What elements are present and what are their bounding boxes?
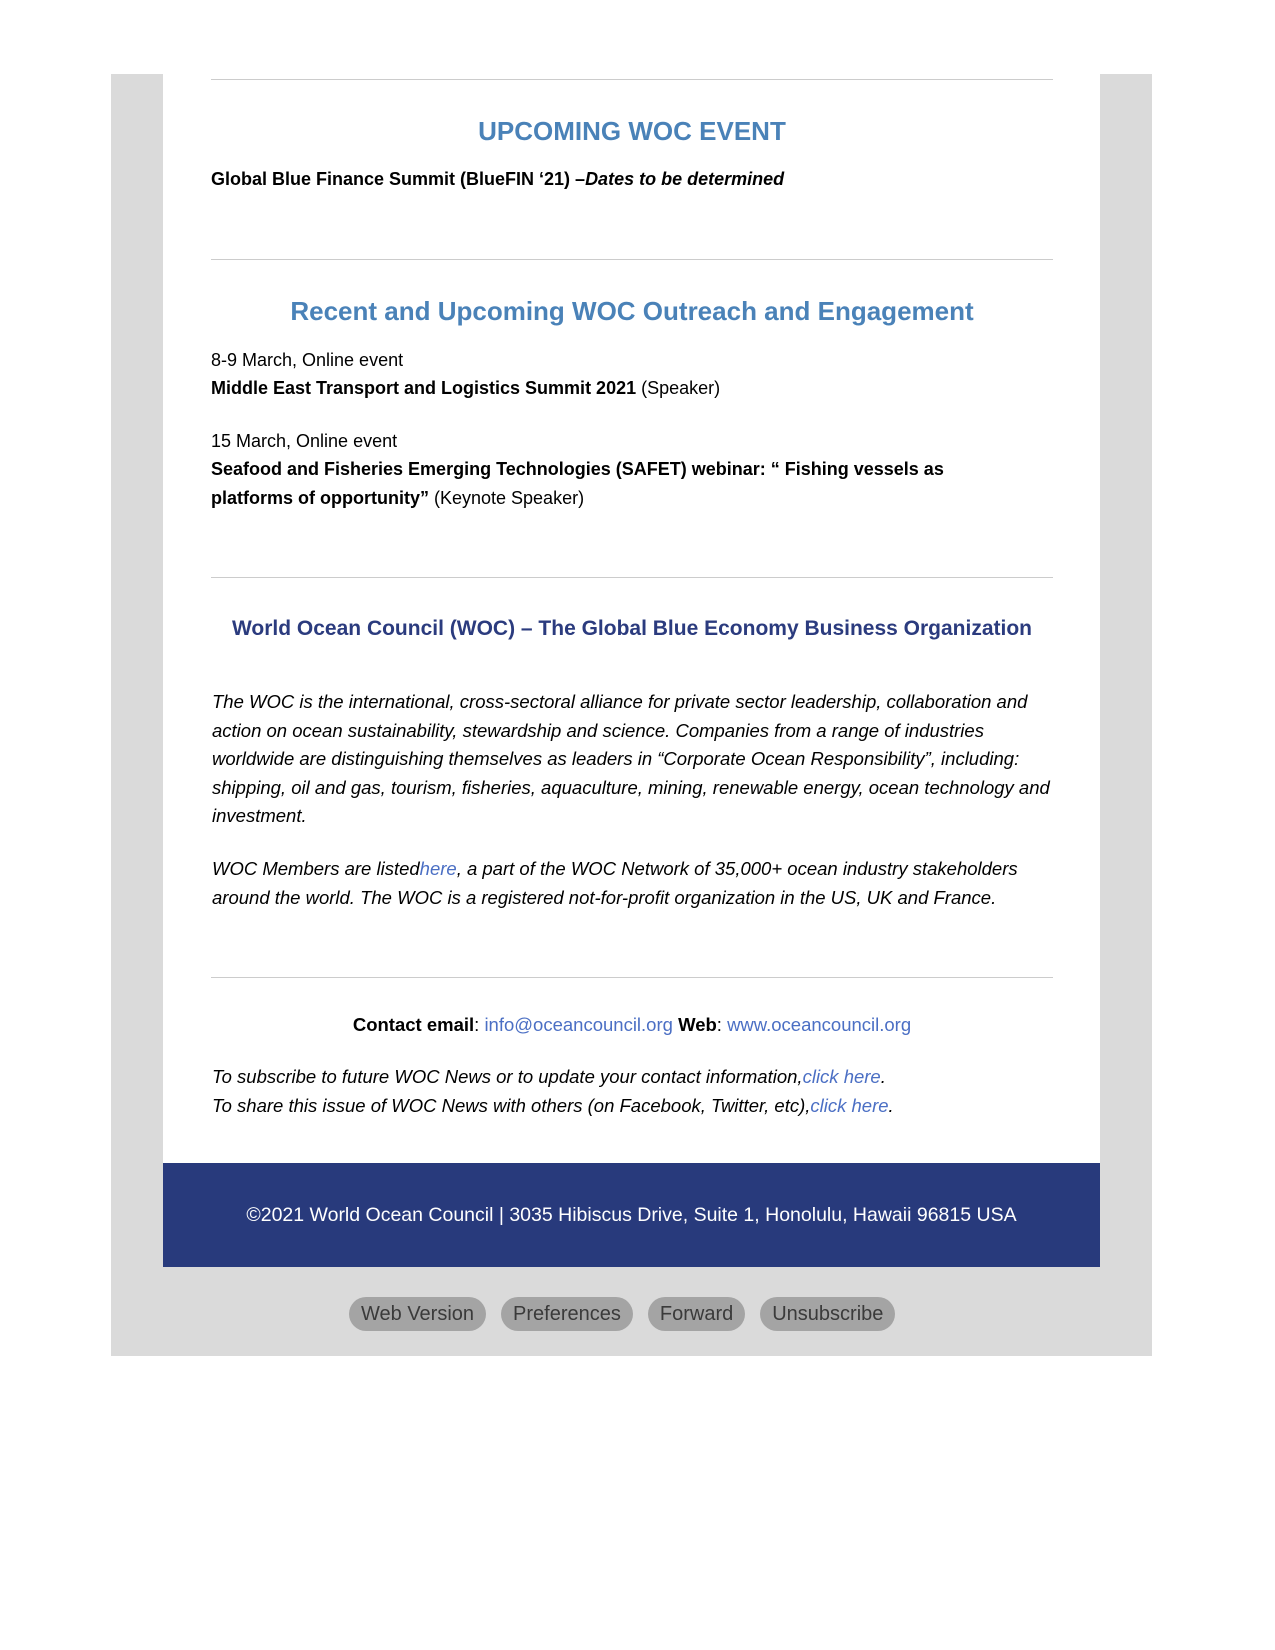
- share-line: [212, 1095, 894, 1117]
- subscribe-text: To subscribe to future WOC News or to update your contact information,: [212, 1066, 803, 1087]
- members-here-link[interactable]: here: [419, 858, 457, 879]
- contact-web-link[interactable]: www.oceancouncil.org: [727, 1014, 912, 1035]
- contact-email-label: Contact email: [352, 1014, 475, 1035]
- outreach-event-1-role: (Speaker): [636, 378, 721, 398]
- divider: [211, 577, 1053, 578]
- unsubscribe-button[interactable]: Unsubscribe: [760, 1297, 895, 1331]
- divider: [211, 977, 1053, 978]
- members-prefix: WOC Members are listed: [212, 858, 420, 879]
- forward-button[interactable]: Forward: [648, 1297, 745, 1331]
- outreach-event-1-title: Middle East Transport and Logistics Summit 2021: [211, 378, 637, 398]
- outreach-event-2-title: Seafood and Fisheries Emerging Technologies (SAFET) webinar: “ Fishing vessels as: [211, 459, 944, 479]
- footer-bar: [163, 1163, 1100, 1267]
- contact-line: Contact email: info@oceancouncil.org Web: www.oceancouncil.org: [352, 1014, 912, 1035]
- share-period: .: [888, 1095, 894, 1116]
- preferences-button[interactable]: Preferences: [501, 1297, 633, 1331]
- about-woc-title: World Ocean Council (WOC) – The Global Blue Economy Business Organization: [231, 617, 1033, 640]
- upcoming-event-heading: UPCOMING WOC EVENT: [478, 116, 786, 146]
- outreach-event-2-title-end: platforms of opportunity”: [211, 488, 429, 508]
- outreach-event-2-role: (Keynote Speaker): [428, 488, 585, 508]
- footer-address: ©2021 World Ocean Council | 3035 Hibiscus Drive, Suite 1, Honolulu, Hawaii 96815 USA: [246, 1203, 1017, 1226]
- email-actions: [349, 1297, 895, 1331]
- outreach-heading: Recent and Upcoming WOC Outreach and Engagement: [290, 296, 974, 326]
- divider: [211, 79, 1053, 80]
- contact-email-link[interactable]: info@oceancouncil.org: [484, 1014, 673, 1035]
- outreach-event-2-title-line2: [211, 488, 584, 509]
- upcoming-event-line: [211, 169, 784, 190]
- divider: [211, 259, 1053, 260]
- outreach-event-1-title-line: [211, 378, 720, 399]
- subscribe-line: [212, 1066, 886, 1088]
- web-version-button[interactable]: Web Version: [349, 1297, 486, 1331]
- outreach-event-1-date: 8-9 March, Online event: [211, 350, 404, 370]
- upcoming-event-dates: Dates to be determined: [585, 169, 785, 189]
- subscribe-click-here-link[interactable]: click here: [802, 1066, 881, 1087]
- contact-web-label: Web: [678, 1014, 717, 1035]
- about-woc-paragraph: The WOC is the international, cross-sectoral alliance for private sector leadership, collaboration and action on ocean sustainability, stewardship and science. Companies from a range of industries worldwide are distinguishing themselves as leaders in “Corporate Ocean Responsibility”, including: shipping, oil and gas, tourism, fisheries, aquaculture, mining, renewable energy, ocean technology and investment.: [212, 691, 1050, 826]
- upcoming-event-name: Global Blue Finance Summit (BlueFIN ‘21) –: [211, 169, 586, 189]
- subscribe-period: .: [880, 1066, 886, 1087]
- members-paragraph: [212, 855, 1062, 912]
- outreach-event-2-date: 15 March, Online event: [211, 431, 398, 451]
- members-suffix: , a part of the WOC Network of 35,000+ ocean industry stakeholders around the world. The WOC is a registered not-for-profit organization in the US, UK and France.: [212, 858, 1018, 908]
- share-click-here-link[interactable]: click here: [810, 1095, 889, 1116]
- share-text: To share this issue of WOC News with others (on Facebook, Twitter, etc),: [212, 1095, 811, 1116]
